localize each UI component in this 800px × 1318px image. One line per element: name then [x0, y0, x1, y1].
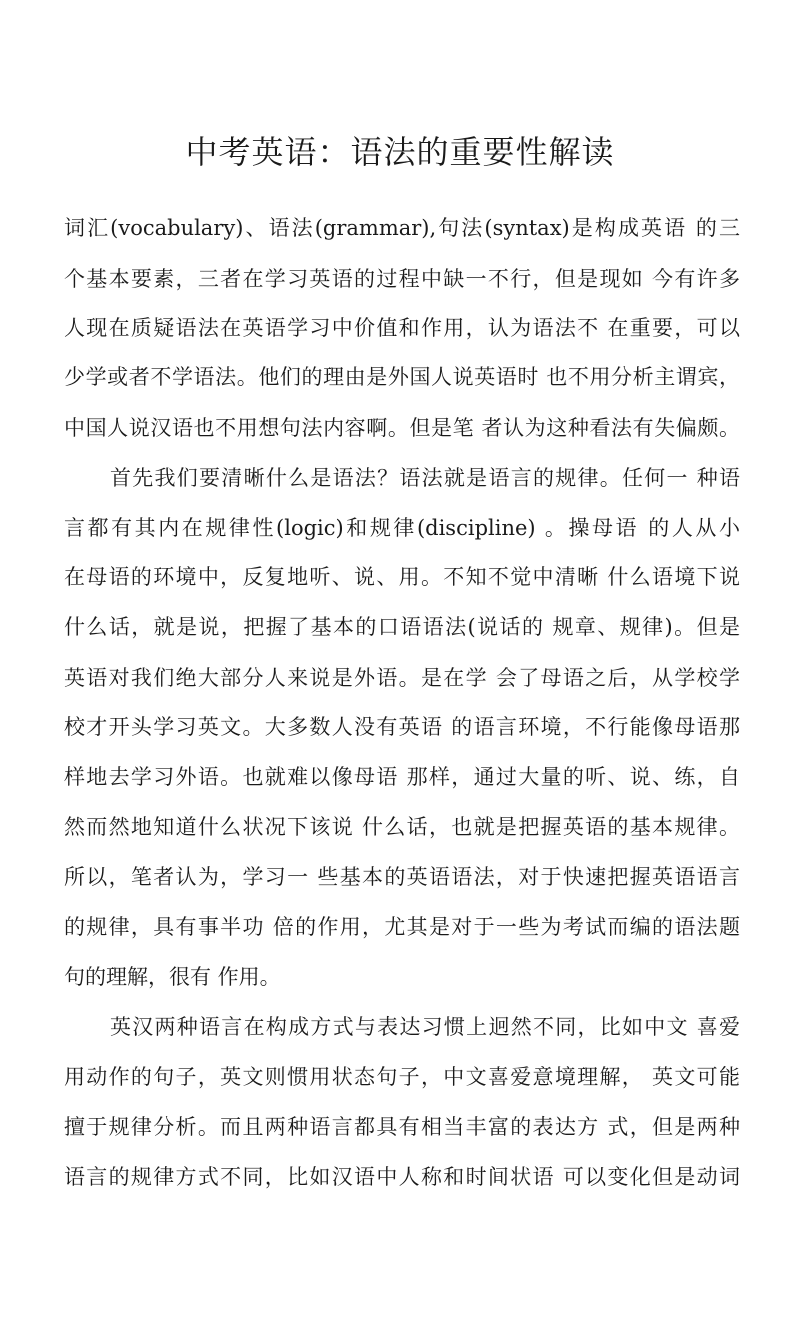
paragraph-1-line-5: 中国人说汉语也不用想句法内容啊。但是笔 者认为这种看法有失偏颇。: [64, 416, 740, 440]
paragraph-2-line-6: 校才开头学习英文。大多数人没有英语 的语言环境，不行能像母语那: [64, 715, 740, 739]
paragraph-2-line-1: 首先我们要清晰什么是语法？语法就是语言的规律。任何一 种语: [110, 466, 740, 490]
paragraph-3-line-2: 用动作的句子，英文则惯用状态句子，中文喜爱意境理解， 英文可能: [64, 1065, 740, 1089]
paragraph-2-line-4: 什么话，就是说，把握了基本的口语语法(说话的 规章、规律)。但是: [64, 615, 740, 639]
paragraph-2-line-5: 英语对我们绝大部分人来说是外语。是在学 会了母语之后，从学校学: [64, 666, 740, 690]
document-title: 中考英语：语法的重要性解读: [185, 133, 615, 171]
paragraph-2-line-8: 然而然地知道什么状况下该说 什么话，也就是把握英语的基本规律。: [64, 815, 740, 839]
paragraph-1-line-2: 个基本要素，三者在学习英语的过程中缺一不行，但是现如 今有许多: [64, 267, 740, 291]
paragraph-3-line-1: 英汉两种语言在构成方式与表达习惯上迥然不同，比如中文 喜爱: [110, 1015, 740, 1039]
paragraph-2-line-9: 所以，笔者认为，学习一 些基本的英语语法，对于快速把握英语语言: [64, 865, 740, 889]
paragraph-2-line-7: 样地去学习外语。也就难以像母语 那样，通过大量的听、说、练，自: [64, 765, 740, 789]
paragraph-3-line-3: 擅于规律分析。而且两种语言都具有相当丰富的表达方 式，但是两种: [64, 1115, 740, 1139]
paragraph-1-line-1: 词汇(vocabulary)、语法(grammar),句法(syntax)是构成英语 的三: [64, 216, 740, 240]
paragraph-2-line-10: 的规律，具有事半功 倍的作用，尤其是对于一些为考试而编的语法题: [64, 915, 740, 939]
paragraph-1-line-4: 少学或者不学语法。他们的理由是外国人说英语时 也不用分析主谓宾，: [64, 365, 740, 389]
paragraph-2-line-3: 在母语的环境中，反复地听、说、用。不知不觉中清晰 什么语境下说: [64, 565, 740, 589]
paragraph-2-line-2: 言都有其内在规律性(logic)和规律(discipline) 。操母语 的人从小: [64, 516, 740, 540]
paragraph-1-line-3: 人现在质疑语法在英语学习中价值和作用，认为语法不 在重要，可以: [64, 316, 740, 340]
paragraph-3-line-4: 语言的规律方式不同，比如汉语中人称和时间状语 可以变化但是动词: [64, 1165, 740, 1189]
paragraph-2-line-11: 句的理解，很有 作用。: [64, 965, 281, 989]
